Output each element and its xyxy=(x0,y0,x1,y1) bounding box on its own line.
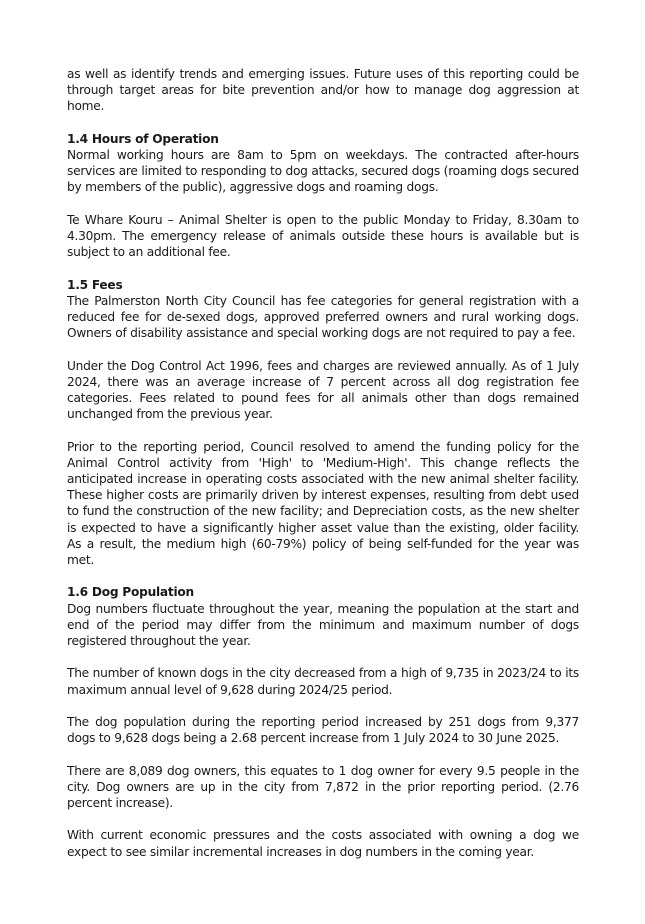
section-hours-of-operation xyxy=(67,131,579,261)
paragraph: Dog numbers fluctuate throughout the year, meaning the population at the start and end of the period may differ from the minimum and maximum number of dogs registered throughout the year. xyxy=(67,601,579,649)
paragraph: Te Whare Kouru – Animal Shelter is open to the public Monday to Friday, 8.30am to 4.30pm. The emergency release of animals outside these hours is available but is subject to an additional fee. xyxy=(67,212,579,260)
paragraph: The dog population during the reporting period increased by 251 dogs from 9,377 dogs to 9,628 dogs being a 2.68 percent increase from 1 July 2024 to 30 June 2025. xyxy=(67,715,579,746)
section-heading: 1.5 Fees xyxy=(67,277,123,292)
paragraph: The number of known dogs in the city decreased from a high of 9,735 in 2023/24 to its maximum annual level of 9,628 during 2024/25 period. xyxy=(67,666,579,697)
intro-paragraph: as well as identify trends and emerging issues. Future uses of this reporting could be through target areas for bite prevention and/or how to manage dog aggression at home. xyxy=(67,67,579,114)
paragraph: With current economic pressures and the costs associated with owning a dog we expect to see similar incremental increases in dog numbers in the coming year. xyxy=(67,828,579,859)
paragraph: Prior to the reporting period, Council resolved to amend the funding policy for the Animal Control activity from 'High' to 'Medium-High'. This change reflects the anticipated increase in operating costs associated with the new animal shelter facility. These higher costs are primarily driven by interest expenses, resulting from debt used to fund the construction of the new facility; and Depreciation costs, as the new shelter is expected to have a significantly higher asset value than the existing, older facility. As a result, the medium high (60-79%) policy of being self-funded for the year was met. xyxy=(67,439,579,568)
section-fees xyxy=(67,277,579,569)
paragraph: There are 8,089 dog owners, this equates to 1 dog owner for every 9.5 people in the city. Dog owners are up in the city from 7,872 in the prior reporting period. (2.76 percent increase). xyxy=(67,763,579,810)
paragraph: The Palmerston North City Council has fee categories for general registration with a reduced fee for de-sexed dogs, approved preferred owners and rural working dogs. Owners of disability assistance and special working dogs are not required to pay a fee. xyxy=(67,293,579,341)
section-heading: 1.6 Dog Population xyxy=(67,585,194,600)
paragraph: Normal working hours are 8am to 5pm on weekdays. The contracted after-hours services are limited to responding to dog attacks, secured dogs (roaming dogs secured by members of the public), aggressive dogs and roaming dogs. xyxy=(67,148,579,195)
document-page xyxy=(67,66,579,876)
paragraph: Under the Dog Control Act 1996, fees and charges are reviewed annually. As of 1 July 2024, there was an average increase of 7 percent across all dog registration fee categories. Fees related to pound fees for all animals other than dogs remained unchanged from the previous year. xyxy=(67,358,579,422)
section-dog-population xyxy=(67,584,579,859)
section-heading: 1.4 Hours of Operation xyxy=(67,131,219,146)
